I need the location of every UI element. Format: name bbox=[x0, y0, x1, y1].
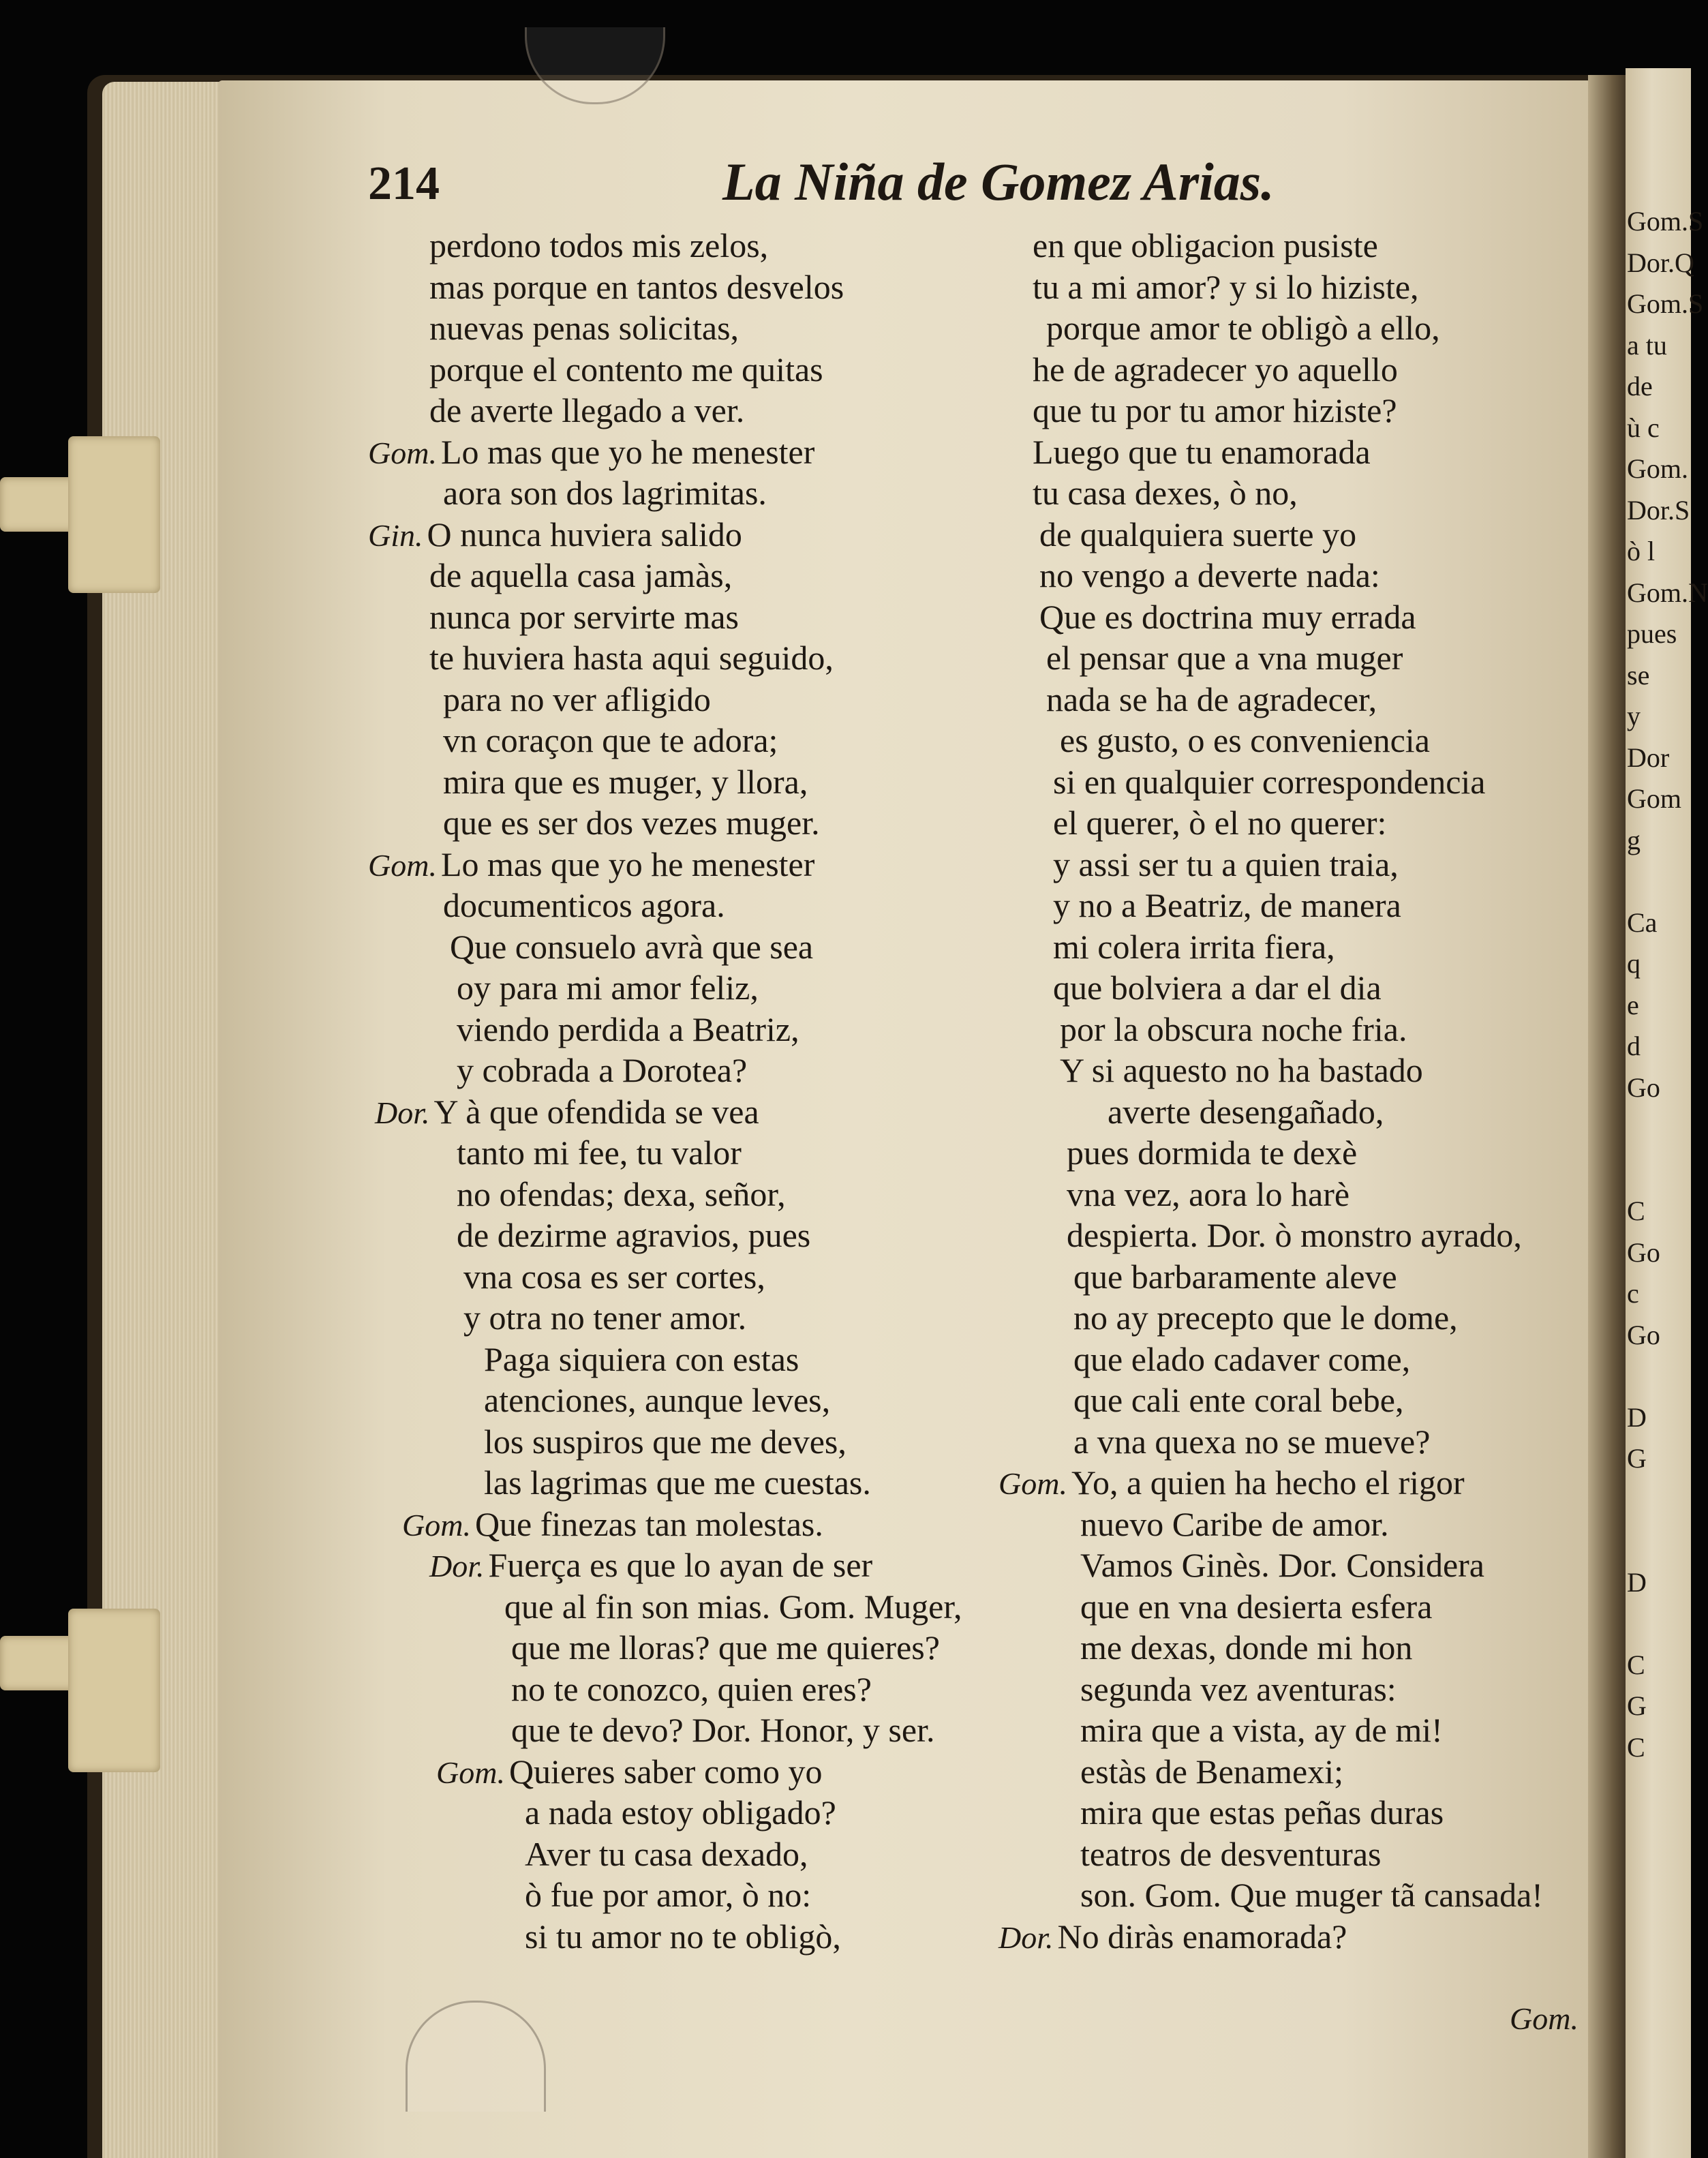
verse-line bbox=[998, 225, 1543, 267]
verse-line bbox=[998, 390, 1543, 431]
speaker-label: Gin. bbox=[368, 517, 423, 553]
verse-line bbox=[368, 267, 962, 308]
verse-text: que bolviera a dar el dia bbox=[1053, 969, 1382, 1007]
verse-line bbox=[998, 802, 1543, 844]
verse-text: pues dormida te dexè bbox=[1067, 1134, 1358, 1172]
facing-page-fragment bbox=[1627, 1150, 1692, 1191]
verse-text: a nada estoy obligado? bbox=[525, 1793, 836, 1832]
verse-line bbox=[998, 967, 1543, 1009]
verse-line bbox=[998, 1380, 1543, 1421]
facing-page-fragment: y bbox=[1627, 701, 1641, 731]
verse-line bbox=[368, 802, 962, 844]
verse-text: Lo mas que yo he menester bbox=[440, 432, 815, 471]
verse-text: es gusto, o es conveniencia bbox=[1060, 721, 1430, 759]
verse-text: porque amor te obligò a ello, bbox=[1046, 309, 1440, 347]
speaker-label: Dor. bbox=[375, 1095, 430, 1130]
verse-line bbox=[998, 1669, 1543, 1710]
verse-line bbox=[368, 555, 962, 596]
facing-page-fragment bbox=[1627, 1480, 1692, 1521]
verse-line bbox=[998, 514, 1543, 556]
verse-line bbox=[998, 1215, 1543, 1256]
speaker-label: Dor. bbox=[998, 1919, 1054, 1955]
verse-text: Fuerça es que lo ayan de ser bbox=[488, 1546, 873, 1584]
verse-line bbox=[368, 1091, 962, 1133]
facing-page-fragment: D bbox=[1627, 1566, 1647, 1598]
verse-text: mira que estas peñas duras bbox=[1080, 1793, 1444, 1832]
verse-text: el querer, ò el no querer: bbox=[1053, 804, 1387, 842]
facing-page-fragment bbox=[1627, 1851, 1692, 1892]
facing-page-fragment: Gom.N bbox=[1627, 577, 1708, 608]
verse-text: no te conozco, quien eres? bbox=[511, 1669, 872, 1708]
facing-page-fragment: de bbox=[1627, 371, 1653, 401]
verse-text: perdono todos mis zelos, bbox=[429, 226, 769, 264]
verse-text: los suspiros que me deves, bbox=[484, 1422, 847, 1461]
facing-page-fragment: Gom.S bbox=[1627, 206, 1704, 237]
verse-text: O nunca huviera salido bbox=[427, 515, 742, 553]
verse-line bbox=[998, 1256, 1543, 1298]
verse-line bbox=[998, 349, 1543, 391]
verse-text: no vengo a deverte nada: bbox=[1039, 556, 1380, 594]
verse-text: y otra no tener amor. bbox=[463, 1298, 747, 1337]
facing-page-fragment: c bbox=[1627, 1278, 1639, 1309]
verse-line bbox=[998, 1050, 1543, 1091]
verse-line bbox=[368, 885, 962, 926]
verse-text: nunca por servirte mas bbox=[429, 597, 739, 636]
verse-text: Aver tu casa dexado, bbox=[525, 1834, 808, 1873]
verse-line bbox=[998, 472, 1543, 514]
facing-page-text bbox=[1627, 201, 1708, 1892]
verse-text: que en vna desierta esfera bbox=[1080, 1587, 1433, 1626]
facing-page-fragment: Go bbox=[1627, 1236, 1660, 1268]
verse-line bbox=[368, 472, 962, 514]
verse-line bbox=[998, 1132, 1543, 1174]
verse-text: vna vez, aora lo harè bbox=[1067, 1174, 1350, 1213]
facing-page-fragment: Gom. bbox=[1627, 453, 1688, 484]
verse-text: por la obscura noche fria. bbox=[1060, 1009, 1407, 1048]
facing-page-fragment: Gom.S bbox=[1627, 288, 1704, 319]
verse-text: no ofendas; dexa, señor, bbox=[457, 1174, 786, 1213]
verse-line bbox=[368, 1421, 962, 1463]
verse-line bbox=[998, 1834, 1543, 1875]
facing-page-fragment bbox=[1627, 1768, 1692, 1810]
verse-line bbox=[998, 637, 1543, 679]
verse-text: oy para mi amor feliz, bbox=[457, 969, 759, 1007]
verse-text: Que es doctrina muy errada bbox=[1039, 597, 1416, 636]
verse-line bbox=[368, 1132, 962, 1174]
verse-text: No diràs enamorada? bbox=[1057, 1917, 1347, 1956]
verse-text: porque el contento me quitas bbox=[429, 350, 823, 389]
verse-text: Y à que ofendida se vea bbox=[433, 1092, 759, 1131]
verse-text: documenticos agora. bbox=[443, 886, 725, 924]
facing-page-fragment: pues bbox=[1627, 618, 1677, 649]
verse-line bbox=[368, 1339, 962, 1380]
verse-line bbox=[998, 1751, 1543, 1793]
verse-line bbox=[998, 885, 1543, 926]
speaker-label: Gom. bbox=[368, 847, 437, 883]
verse-text: el pensar que a vna muger bbox=[1046, 639, 1403, 677]
facing-page-fragment: Dor bbox=[1627, 742, 1670, 773]
verse-text: tu casa dexes, ò no, bbox=[1033, 474, 1298, 512]
verse-line bbox=[368, 1669, 962, 1710]
verse-text: te huviera hasta aqui seguido, bbox=[429, 639, 834, 677]
page-number: 214 bbox=[368, 157, 440, 210]
verse-text: que me lloras? que me quieres? bbox=[511, 1628, 940, 1667]
verse-text: de qualquiera suerte yo bbox=[1039, 515, 1357, 553]
facing-page-fragment: C bbox=[1627, 1196, 1645, 1226]
verse-text: atenciones, aunque leves, bbox=[484, 1381, 831, 1419]
verse-text: aora son dos lagrimitas. bbox=[443, 474, 767, 512]
verse-line bbox=[998, 926, 1543, 968]
verse-line bbox=[368, 1834, 962, 1875]
verse-text: nada se ha de agradecer, bbox=[1046, 680, 1377, 718]
verse-line bbox=[998, 1586, 1543, 1628]
facing-page-fragment: q bbox=[1627, 948, 1641, 979]
verse-line bbox=[368, 720, 962, 761]
verse-line bbox=[368, 1009, 962, 1050]
right-verse-column bbox=[998, 225, 1543, 1957]
verse-line bbox=[998, 1174, 1543, 1215]
speaker-label: Gom. bbox=[402, 1507, 471, 1542]
facing-page-fragment: Dor.S bbox=[1627, 494, 1690, 526]
ribbon-tie-bottom bbox=[68, 1609, 160, 1772]
verse-text: que barbaramente aleve bbox=[1073, 1257, 1397, 1296]
verse-line bbox=[368, 225, 962, 267]
verse-text: Luego que tu enamorada bbox=[1033, 432, 1371, 471]
facing-page-fragment bbox=[1627, 1108, 1692, 1150]
facing-page-fragment bbox=[1627, 861, 1692, 902]
verse-line bbox=[998, 1792, 1543, 1834]
verse-line bbox=[368, 1586, 962, 1628]
verse-text: mi colera irrita fiera, bbox=[1053, 927, 1335, 966]
verse-line bbox=[368, 1174, 962, 1215]
verse-line bbox=[998, 555, 1543, 596]
verse-text: segunda vez aventuras: bbox=[1080, 1669, 1397, 1708]
verse-line bbox=[368, 1380, 962, 1421]
verse-line bbox=[998, 307, 1543, 349]
verse-line bbox=[368, 1792, 962, 1834]
verse-text: a vna quexa no se mueve? bbox=[1073, 1422, 1431, 1461]
facing-page-fragment: a tu bbox=[1627, 329, 1667, 361]
facing-page-fragment: Gom bbox=[1627, 783, 1681, 814]
verse-text: las lagrimas que me cuestas. bbox=[484, 1463, 871, 1502]
verse-line bbox=[368, 1751, 962, 1793]
gutter bbox=[1588, 75, 1629, 2158]
verse-line bbox=[998, 1504, 1543, 1545]
verse-line bbox=[368, 1256, 962, 1298]
verse-text: si en qualquier correspondencia bbox=[1053, 762, 1486, 801]
verse-text: nuevas penas solicitas, bbox=[429, 309, 739, 347]
verse-text: tu a mi amor? y si lo hiziste, bbox=[1033, 267, 1419, 306]
verse-text: despierta. Dor. ò monstro ayrado, bbox=[1067, 1216, 1522, 1254]
verse-text: averte desengañado, bbox=[1108, 1092, 1384, 1131]
verse-text: que tu por tu amor hiziste? bbox=[1033, 391, 1397, 429]
facing-page-fragment bbox=[1627, 1356, 1692, 1397]
verse-text: mira que a vista, ay de mi! bbox=[1080, 1711, 1443, 1749]
verse-line bbox=[368, 596, 962, 638]
verse-text: he de agradecer yo aquello bbox=[1033, 350, 1398, 389]
verse-text: que al fin son mias. Gom. Muger, bbox=[504, 1587, 962, 1626]
facing-page-fragment: G bbox=[1627, 1443, 1647, 1474]
facing-page-fragment: se bbox=[1627, 659, 1650, 690]
verse-text: mas porque en tantos desvelos bbox=[429, 267, 844, 306]
facing-page-fragment: Go bbox=[1627, 1072, 1660, 1103]
speaker-label: Gom. bbox=[436, 1754, 505, 1790]
verse-line bbox=[998, 1339, 1543, 1380]
facing-page-fragment: d bbox=[1627, 1031, 1641, 1061]
verse-line bbox=[998, 267, 1543, 308]
verse-text: ò fue por amor, ò no: bbox=[525, 1876, 812, 1914]
verse-line bbox=[368, 1462, 962, 1504]
verse-text: tanto mi fee, tu valor bbox=[457, 1134, 742, 1172]
verse-line bbox=[368, 967, 962, 1009]
verse-text: en que obligacion pusiste bbox=[1033, 226, 1378, 264]
facing-page-fragment: Ca bbox=[1627, 907, 1658, 938]
verse-text: Que consuelo avrà que sea bbox=[450, 927, 814, 966]
verse-line bbox=[368, 307, 962, 349]
verse-text: de dezirme agravios, pues bbox=[457, 1216, 811, 1254]
verse-text: que te devo? Dor. Honor, y ser. bbox=[511, 1711, 935, 1749]
verse-text: Que finezas tan molestas. bbox=[474, 1504, 823, 1543]
verse-line bbox=[998, 1627, 1543, 1669]
verse-line bbox=[998, 720, 1543, 761]
verse-line bbox=[998, 761, 1543, 803]
verse-line bbox=[998, 679, 1543, 720]
facing-page-fragment: g bbox=[1627, 824, 1641, 855]
verse-text: para no ver afligido bbox=[443, 680, 711, 718]
verse-text: estàs de Benamexi; bbox=[1080, 1752, 1343, 1791]
verse-line bbox=[998, 1091, 1543, 1133]
speaker-label: Gom. bbox=[368, 435, 437, 470]
verse-text: que es ser dos vezes muger. bbox=[443, 804, 820, 842]
verse-text: si tu amor no te obligò, bbox=[525, 1917, 841, 1956]
speaker-label: Dor. bbox=[429, 1549, 485, 1583]
verse-line bbox=[368, 637, 962, 679]
verse-line bbox=[368, 1709, 962, 1751]
verse-line bbox=[368, 390, 962, 431]
facing-page-fragment bbox=[1627, 1603, 1692, 1645]
facing-page-fragment: G bbox=[1627, 1690, 1647, 1721]
facing-page-fragment: C bbox=[1627, 1731, 1645, 1763]
verse-line bbox=[998, 1709, 1543, 1751]
verse-text: son. Gom. Que muger tã cansada! bbox=[1080, 1876, 1543, 1914]
verse-text: mira que es muger, y llora, bbox=[443, 762, 808, 801]
verse-text: viendo perdida a Beatriz, bbox=[457, 1009, 799, 1048]
verse-text: y assi ser tu a quien traia, bbox=[1053, 845, 1399, 883]
facing-page-fragment: ù c bbox=[1627, 412, 1660, 443]
verse-line bbox=[368, 1215, 962, 1256]
verse-text: Yo, a quien ha hecho el rigor bbox=[1071, 1463, 1465, 1502]
verse-text: no ay precepto que le dome, bbox=[1073, 1298, 1458, 1337]
verse-text: que elado cadaver come, bbox=[1073, 1339, 1411, 1378]
verse-text: me dexas, donde mi hon bbox=[1080, 1628, 1413, 1667]
verse-line bbox=[368, 1504, 962, 1545]
verse-line bbox=[998, 1916, 1543, 1958]
verse-line bbox=[368, 1297, 962, 1339]
ribbon-tie-top bbox=[68, 436, 160, 593]
facing-page-fragment: Dor.Q bbox=[1627, 247, 1694, 278]
speaker-label: Gom. bbox=[998, 1466, 1067, 1501]
running-title: La Niña de Gomez Arias. bbox=[722, 152, 1275, 211]
verse-line bbox=[368, 1545, 962, 1586]
verse-line bbox=[998, 596, 1543, 638]
verse-text: Vamos Ginès. Dor. Considera bbox=[1080, 1546, 1484, 1584]
verse-text: que cali ente coral bebe, bbox=[1073, 1381, 1404, 1419]
left-verse-column bbox=[368, 225, 962, 1957]
facing-page-fragment bbox=[1627, 1521, 1692, 1562]
verse-line bbox=[998, 1009, 1543, 1050]
verse-text: Paga siquiera con estas bbox=[484, 1339, 799, 1378]
facing-page-fragment: C bbox=[1627, 1649, 1645, 1680]
verse-line bbox=[368, 1627, 962, 1669]
verse-line bbox=[368, 844, 962, 885]
verse-line bbox=[368, 761, 962, 803]
verse-text: Y si aquesto no ha bastado bbox=[1060, 1051, 1423, 1089]
verse-line bbox=[368, 1916, 962, 1958]
verse-line bbox=[998, 844, 1543, 885]
catchword: Gom. bbox=[1510, 2001, 1579, 2036]
facing-page bbox=[1626, 68, 1708, 2158]
verse-line bbox=[368, 349, 962, 391]
verse-text: y cobrada a Dorotea? bbox=[457, 1051, 748, 1089]
verse-text: nuevo Caribe de amor. bbox=[1080, 1504, 1389, 1543]
verse-line bbox=[998, 1421, 1543, 1463]
verse-text: y no a Beatriz, de manera bbox=[1053, 886, 1401, 924]
verse-line bbox=[998, 431, 1543, 473]
verse-text: teatros de desventuras bbox=[1080, 1834, 1382, 1873]
verse-line bbox=[368, 514, 962, 556]
verse-line bbox=[368, 1050, 962, 1091]
verse-text: Lo mas que yo he menester bbox=[440, 845, 815, 883]
verse-line bbox=[368, 926, 962, 968]
facing-page-fragment: ò l bbox=[1627, 536, 1656, 566]
verse-line bbox=[998, 1462, 1543, 1504]
verse-text: de averte llegado a ver. bbox=[429, 391, 745, 429]
facing-page-fragment: D bbox=[1627, 1401, 1647, 1433]
verse-line bbox=[368, 431, 962, 473]
verse-line bbox=[998, 1297, 1543, 1339]
verse-text: vn coraçon que te adora; bbox=[443, 721, 778, 759]
verse-line bbox=[368, 1874, 962, 1916]
verse-text: de aquella casa jamàs, bbox=[429, 556, 733, 594]
verse-text: Quieres saber como yo bbox=[508, 1752, 823, 1791]
verse-line bbox=[998, 1874, 1543, 1916]
verse-text: vna cosa es ser cortes, bbox=[463, 1257, 765, 1296]
verse-line bbox=[998, 1545, 1543, 1586]
facing-page-fragment: e bbox=[1627, 989, 1639, 1020]
verse-line bbox=[368, 679, 962, 720]
facing-page-fragment bbox=[1627, 1810, 1692, 1851]
facing-page-fragment: Go bbox=[1627, 1319, 1660, 1350]
